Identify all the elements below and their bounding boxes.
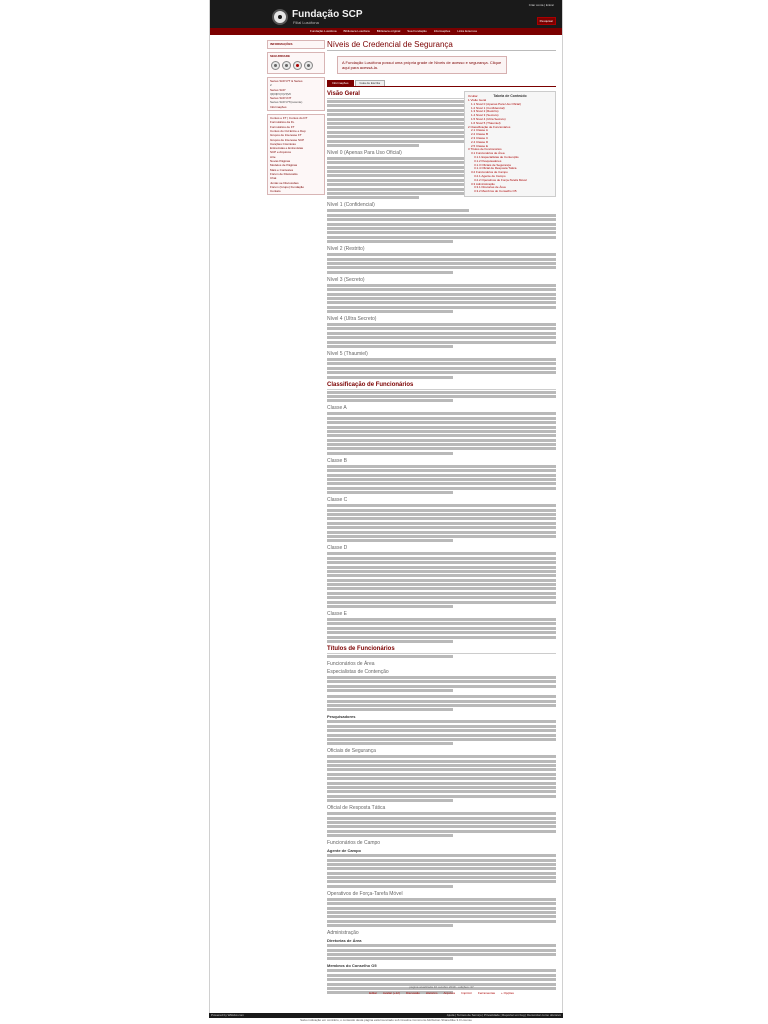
text-line	[327, 552, 556, 555]
sidebar	[267, 40, 325, 198]
page-options	[327, 991, 556, 995]
text-line	[327, 271, 453, 274]
text-line	[327, 376, 453, 379]
paragraph	[327, 552, 556, 608]
text-line	[327, 557, 556, 560]
text-line	[327, 341, 556, 344]
text-line	[327, 526, 556, 529]
text-line	[327, 170, 469, 173]
scp-logo-icon[interactable]	[272, 9, 288, 25]
subsection-heading: Funcionários de Campo	[327, 840, 381, 847]
text-line	[327, 332, 556, 335]
sidebar-link[interactable]: Canções Cósmicas	[270, 141, 296, 146]
page-title: Níveis de Credencial de Segurança	[327, 40, 556, 51]
text-line	[327, 140, 469, 143]
site-subtitle: Filial Lusófona	[293, 20, 319, 25]
paragraph	[327, 812, 556, 837]
text-line	[327, 915, 556, 918]
text-line	[327, 513, 556, 516]
sidebar-link[interactable]: Informações	[270, 104, 287, 109]
paragraph	[327, 655, 556, 658]
paragraph	[327, 854, 556, 888]
text-line	[327, 345, 453, 348]
text-line	[327, 231, 556, 234]
subsection-heading: Nível 3 (Secreto)	[327, 276, 365, 283]
page-option-link[interactable]: Ferramentas	[477, 991, 495, 995]
subsection-heading: Classe C	[327, 497, 348, 504]
text-line	[327, 680, 556, 683]
subsection-heading: Classe D	[327, 545, 348, 552]
subsection-heading: Operativos de Força-Tarefa Móvel	[327, 890, 403, 897]
subsection-heading: Diretorias de Área	[327, 938, 362, 944]
text-line	[327, 974, 556, 977]
text-line	[327, 118, 469, 121]
text-line	[327, 825, 556, 828]
text-line	[327, 618, 556, 621]
paragraph	[327, 284, 556, 313]
text-line	[327, 812, 556, 815]
text-line	[327, 834, 453, 837]
page-option-link[interactable]: Histórico	[425, 991, 438, 995]
toc-link[interactable]: 3.2.1 Agente de Campo	[474, 173, 506, 178]
section-heading: Títulos de Funcionários	[327, 646, 556, 654]
text-line	[327, 491, 453, 494]
text-line	[327, 188, 469, 191]
paragraph	[327, 755, 556, 802]
toc-link[interactable]: 3.2 Funcionários de Campo	[471, 170, 508, 175]
text-line	[327, 583, 556, 586]
text-line	[327, 636, 556, 639]
clearance-level-2-icon[interactable]	[282, 61, 291, 70]
text-line	[327, 135, 469, 138]
sidebar-box	[267, 77, 325, 111]
sidebar-heading[interactable]: SEGURIDADE	[270, 54, 291, 58]
text-line	[327, 872, 556, 875]
text-line	[327, 782, 556, 785]
text-line	[327, 430, 556, 433]
text-line	[327, 113, 469, 116]
paragraph	[327, 253, 556, 274]
text-line	[327, 426, 556, 429]
paragraph	[327, 676, 556, 692]
sidebar-link[interactable]: Grupos de Interesse SCP	[270, 137, 305, 142]
text-line	[327, 689, 453, 692]
sidebar-link[interactable]: Juntar-se Discussões	[270, 180, 299, 185]
toc-link[interactable]: 3.3 Administração	[471, 181, 495, 186]
text-line	[327, 764, 556, 767]
powered-by-link[interactable]: Powered by Wikidot.com	[211, 1013, 245, 1017]
text-line	[327, 161, 469, 164]
text-line	[327, 799, 453, 802]
text-line	[327, 288, 556, 291]
sidebar-link[interactable]: Contos e FT | Contos do DT	[270, 116, 308, 121]
text-line	[327, 306, 556, 309]
page-info: página atualizada 10 outubro 2019 - edições: 37	[409, 985, 474, 989]
text-line	[327, 236, 556, 239]
text-line	[327, 391, 556, 394]
top-menu	[210, 28, 562, 35]
site-frame	[209, 0, 563, 1013]
subsection-heading: Nível 0 (Apenas Para Uso Oficial)	[327, 149, 402, 156]
text-line	[327, 258, 556, 261]
text-line	[327, 676, 556, 679]
text-line	[327, 452, 453, 455]
section-heading: Classificação de Funcionários	[327, 382, 556, 390]
site-header	[210, 0, 562, 28]
subsection-heading: Membros do Conselho O5	[327, 963, 377, 969]
toc-link[interactable]: 1 Visão Geral	[468, 98, 487, 102]
toc-link[interactable]: 3.1.2 Pesquisadores	[474, 158, 502, 163]
site-title[interactable]: Fundação SCP	[292, 9, 363, 20]
section-heading: Visão Geral	[327, 91, 469, 99]
toc-link[interactable]: 1.5 Nível 4 (Ultra Secreto)	[471, 116, 506, 121]
text-line	[327, 579, 556, 582]
text-line	[327, 240, 453, 243]
toc-link[interactable]: 2.3 Classe C	[471, 135, 489, 140]
text-line	[327, 310, 453, 313]
text-line	[327, 854, 556, 857]
sidebar-link[interactable]: Fórum de Discussão	[270, 171, 298, 176]
text-line	[327, 509, 556, 512]
toc-link[interactable]: 1.4 Nível 3 (Secreto)	[471, 113, 499, 118]
text-line	[327, 447, 556, 450]
sidebar-link[interactable]: I|II|III|IV|V|VI|VII	[270, 91, 292, 96]
clearance-level-1-icon[interactable]	[271, 61, 280, 70]
text-line	[327, 640, 453, 643]
text-line	[327, 478, 556, 481]
toc-link[interactable]: 3.1.3 Oficiais de Segurança	[474, 162, 511, 167]
text-line	[327, 535, 556, 538]
text-line	[327, 574, 556, 577]
text-line	[327, 443, 556, 446]
text-line	[327, 704, 556, 707]
text-line	[327, 561, 556, 564]
text-line	[327, 830, 556, 833]
text-line	[327, 469, 556, 472]
text-line	[327, 821, 556, 824]
text-line	[327, 262, 556, 265]
subsection-heading: Administração	[327, 930, 359, 937]
text-line	[327, 867, 556, 870]
text-line	[327, 720, 556, 723]
menu-item[interactable]: Fundação Lusófona	[310, 29, 337, 33]
toc-link[interactable]: 3 Títulos de Funcionários	[468, 147, 502, 152]
paragraph	[327, 618, 556, 643]
page-option-link[interactable]: Imprimir	[461, 991, 472, 995]
toc-title: Tabela de Conteúdo	[493, 94, 527, 98]
text-line	[327, 183, 469, 186]
text-line	[327, 605, 453, 608]
tab-guide[interactable]: Guia de Escrita	[355, 80, 386, 86]
sidebar-link[interactable]: Contos do CH Entre e Dep	[270, 128, 306, 133]
sidebar-link[interactable]: Modelos de Páginas	[270, 163, 298, 168]
text-line	[327, 327, 556, 330]
table-of-contents	[464, 91, 556, 197]
menu-item[interactable]: Biblioteca original	[376, 29, 401, 33]
text-line	[327, 911, 556, 914]
text-line	[327, 768, 556, 771]
text-line	[327, 301, 556, 304]
sidebar-link[interactable]: Formulários da FL	[270, 120, 295, 125]
text-line	[327, 777, 556, 780]
text-line	[327, 531, 556, 534]
text-line	[327, 596, 556, 599]
toc-link[interactable]: 2.1 Classe A	[471, 128, 488, 133]
license-notice: Salvo indicação em contrário, o conteúdo desta página está licenciado sob Creative Commons Attribution-ShareAlike 3.0 License	[300, 1018, 472, 1022]
text-line	[327, 144, 419, 147]
subsection-heading: Oficiais de Segurança	[327, 748, 376, 755]
page-option-link[interactable]: + Opções	[501, 991, 514, 995]
text-line	[327, 742, 453, 745]
text-line	[327, 214, 556, 217]
text-line	[327, 293, 556, 296]
text-line	[327, 539, 453, 542]
page-option-link[interactable]: Editar	[369, 991, 377, 995]
text-line	[327, 323, 556, 326]
subsection-heading: Classe E	[327, 611, 348, 618]
paragraph	[327, 944, 556, 960]
text-line	[327, 104, 469, 107]
page-option-link[interactable]: Discussão	[405, 991, 420, 995]
toc-link[interactable]: 3.1.1 Especialistas de Contenção	[474, 154, 519, 159]
text-line	[327, 880, 556, 883]
menu-item[interactable]: Links Externos	[457, 29, 477, 33]
text-line	[327, 795, 556, 798]
sidebar-link[interactable]: Series SCP-INT	[270, 96, 292, 101]
sidebar-link[interactable]: Grupos de Interesse FT	[270, 133, 302, 138]
text-line	[327, 734, 556, 737]
sidebar-link[interactable]: Fórum (Grupo) Fundação	[270, 184, 305, 189]
text-line	[327, 627, 556, 630]
text-line	[327, 336, 556, 339]
text-line	[327, 773, 556, 776]
subsection-heading: Nível 2 (Restrito)	[327, 246, 365, 253]
text-line	[327, 227, 556, 230]
paragraph	[327, 465, 556, 494]
paragraph	[327, 412, 556, 455]
text-line	[327, 708, 453, 711]
toc-link[interactable]: 2 Classificação de Funcionários	[468, 124, 511, 129]
sidebar-link[interactable]: Chat	[270, 176, 277, 181]
notice-box[interactable]: A Fundação Lusófona possui uma própria grade de Níveis de acesso e segurança. Clique aqui para acessá-la.	[337, 56, 507, 74]
sidebar-link[interactable]: Series SCP-PT(recente)	[270, 100, 303, 105]
sidebar-link[interactable]: Contato	[270, 189, 281, 194]
text-line	[327, 174, 469, 177]
text-line	[327, 725, 556, 728]
text-line	[327, 790, 556, 793]
text-line	[327, 223, 556, 226]
text-line	[327, 253, 556, 256]
text-line	[327, 760, 556, 763]
text-line	[327, 885, 453, 888]
text-line	[327, 655, 453, 658]
text-line	[327, 601, 556, 604]
sidebar-link[interactable]: Series SCP-PT & Series	[270, 79, 303, 83]
toc-link[interactable]: 3.2.2 Operativos de Força-Tarefa Móvel	[474, 177, 527, 182]
text-line	[327, 465, 556, 468]
text-line	[327, 902, 556, 905]
sidebar-link[interactable]: Novas Páginas	[270, 159, 291, 164]
text-line	[327, 859, 556, 862]
text-line	[327, 196, 419, 199]
text-line	[327, 685, 556, 688]
paragraph	[327, 391, 556, 403]
text-line	[327, 417, 556, 420]
paragraph	[327, 695, 556, 711]
subsection-heading: Nível 5 (Thaumiel)	[327, 351, 368, 358]
text-line	[327, 566, 556, 569]
subsection-heading: Classe B	[327, 457, 348, 464]
text-line	[327, 209, 469, 212]
text-line	[327, 487, 556, 490]
text-line	[327, 631, 556, 634]
text-line	[327, 729, 556, 732]
subsection-heading: Agente de Campo	[327, 848, 362, 854]
text-line	[327, 786, 556, 789]
toc-link[interactable]: 2.4 Classe D	[471, 139, 489, 144]
subsection-heading: Oficial de Resposta Tática	[327, 805, 386, 812]
text-line	[327, 371, 556, 374]
menu-item[interactable]: Sua Fundação	[407, 29, 427, 33]
sidebar-link[interactable]: SCP e Arquivos	[270, 150, 291, 155]
text-line	[327, 949, 556, 952]
subsection-heading: Pesquisadores	[327, 714, 356, 720]
toc-hide-link[interactable]: Ocultar	[468, 94, 478, 98]
text-line	[327, 362, 556, 365]
toc-link[interactable]: 1.6 Nível 5 (Thaumiel)	[471, 120, 501, 125]
sidebar-box	[267, 52, 325, 74]
text-line	[327, 434, 556, 437]
text-line	[327, 592, 556, 595]
paragraph	[327, 720, 556, 745]
text-line	[327, 122, 469, 125]
text-line	[327, 284, 556, 287]
text-line	[327, 876, 556, 879]
sidebar-link[interactable]: 2	[270, 83, 272, 88]
text-line	[327, 863, 556, 866]
main-content	[327, 40, 556, 969]
text-line	[327, 969, 556, 972]
tab-info[interactable]: Informações	[327, 80, 354, 86]
text-line	[327, 482, 556, 485]
toc-link[interactable]: 2.2 Classe B	[471, 132, 489, 137]
sidebar-link[interactable]: Series SCP	[270, 87, 286, 92]
text-line	[327, 755, 556, 758]
text-line	[327, 399, 453, 402]
toc-link[interactable]: 3.3.1 Diretorias de Área	[474, 185, 506, 190]
text-line	[327, 439, 556, 442]
sidebar-box	[267, 114, 325, 195]
text-line	[327, 622, 556, 625]
toc-link[interactable]: 1.2 Nível 1 (Confidencial)	[471, 105, 505, 110]
page-footer	[327, 985, 556, 995]
text-line	[327, 358, 556, 361]
text-line	[327, 166, 469, 169]
text-line	[327, 412, 556, 415]
toc-link[interactable]: 3.1 Funcionários de Área	[471, 151, 505, 156]
wikidot-links[interactable]: Ajuda | Termos de Serviço | Privacidade | Reportar um bug | Denunciar como ofensivo	[446, 1013, 561, 1017]
account-links[interactable]: Criar conta | Entrar	[528, 3, 554, 7]
article-body	[327, 91, 556, 969]
text-line	[327, 504, 556, 507]
text-line	[327, 218, 556, 221]
text-line	[327, 944, 556, 947]
text-line	[327, 179, 469, 182]
text-line	[327, 395, 556, 398]
paragraph	[327, 323, 556, 348]
search-button[interactable]: Pesquisar	[537, 17, 556, 25]
text-line	[327, 570, 556, 573]
toc-link[interactable]: 2.5 Classe E	[471, 143, 489, 148]
text-line	[327, 100, 469, 103]
text-line	[327, 421, 556, 424]
sidebar-heading[interactable]: INFORMAÇÕES	[270, 42, 293, 46]
subsection-heading: Nível 4 (Ultra Secreto)	[327, 316, 377, 323]
subsection-heading: Classe A	[327, 405, 347, 412]
clearance-level-3-icon[interactable]	[293, 61, 302, 70]
paragraph	[327, 358, 556, 379]
toc-link[interactable]: 1.3 Nível 2 (Restrito)	[471, 109, 499, 114]
text-line	[327, 978, 556, 981]
page-option-link[interactable]: Avaliar (+12)	[382, 991, 400, 995]
subsection-heading: Funcionários de Área	[327, 660, 375, 667]
page-option-link[interactable]: Arquivos	[443, 991, 456, 995]
menu-item[interactable]: Informações	[433, 29, 451, 33]
text-line	[327, 131, 469, 134]
sidebar-link[interactable]: Formulários de FT	[270, 124, 295, 129]
text-line	[327, 587, 556, 590]
text-line	[327, 953, 556, 956]
content-tabs	[327, 80, 556, 87]
text-line	[327, 517, 556, 520]
text-line	[327, 266, 556, 269]
subsection-heading: Especialistas de Contenção	[327, 668, 389, 675]
sidebar-box	[267, 40, 325, 49]
toc-link[interactable]: 1.1 Nível 0 (Apenas Para Uso Oficial)	[471, 101, 521, 106]
sidebar-link[interactable]: Mais e Contestes	[270, 167, 294, 172]
text-line	[327, 700, 556, 703]
toc-link[interactable]: 3.3.2 Membros do Conselho O5	[474, 189, 517, 194]
text-line	[327, 367, 556, 370]
text-line	[327, 522, 556, 525]
text-line	[327, 957, 453, 960]
paragraph	[327, 504, 556, 542]
text-line	[327, 738, 556, 741]
paragraph	[327, 898, 556, 927]
sidebar-link[interactable]: Entrevistas e Entrevistas	[270, 146, 304, 151]
paragraph	[327, 209, 556, 243]
clearance-level-4-icon[interactable]	[304, 61, 313, 70]
text-line	[327, 126, 469, 129]
menu-item[interactable]: Biblioteca Lusófona	[343, 29, 370, 33]
text-line	[327, 898, 556, 901]
text-line	[327, 907, 556, 910]
toc-link[interactable]: 3.1.4 Oficial de Resposta Tática	[474, 166, 517, 171]
security-icons	[270, 59, 322, 72]
text-line	[327, 109, 469, 112]
text-line	[327, 297, 556, 300]
text-line	[327, 157, 469, 160]
text-line	[327, 920, 556, 923]
text-line	[327, 924, 453, 927]
sidebar-link[interactable]: Arte	[270, 154, 276, 159]
text-line	[327, 192, 469, 195]
text-line	[327, 695, 556, 698]
subsection-heading: Nível 1 (Confidencial)	[327, 202, 375, 209]
text-line	[327, 474, 556, 477]
text-line	[327, 817, 556, 820]
